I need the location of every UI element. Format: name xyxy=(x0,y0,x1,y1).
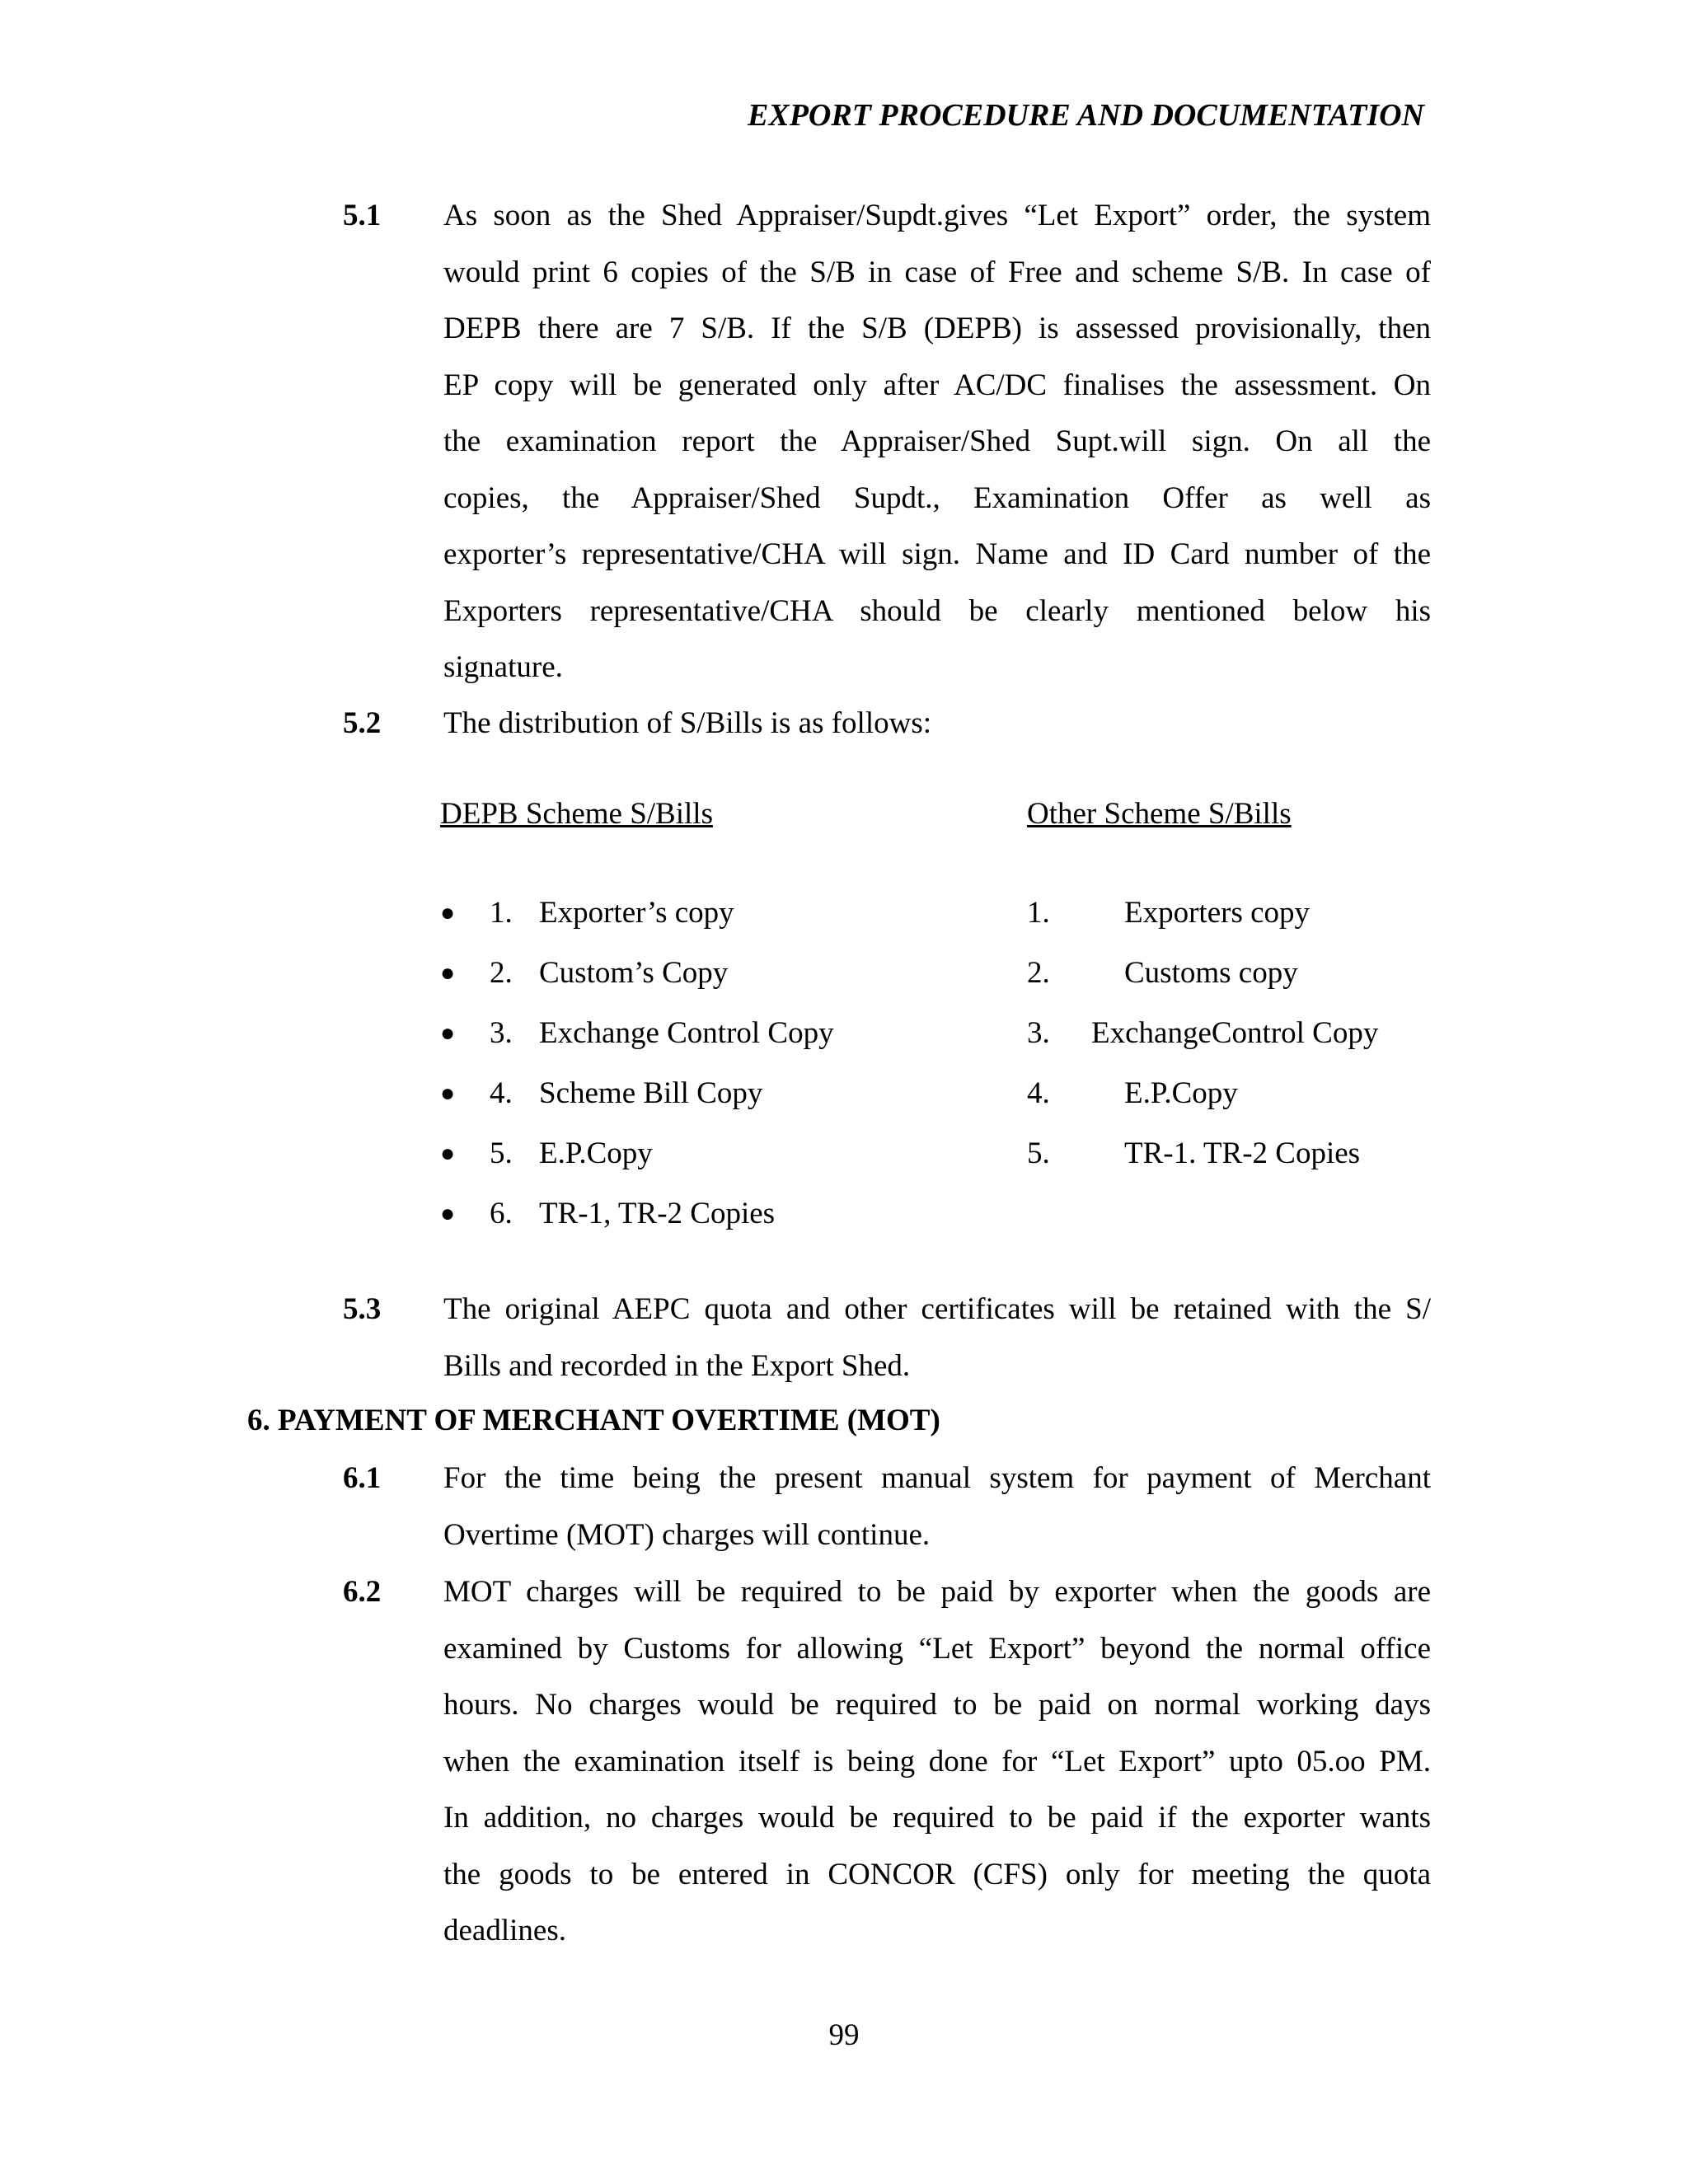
list-item-label: ExchangeControl Copy xyxy=(1091,1016,1379,1050)
list-item xyxy=(1027,1074,1456,1134)
depb-scheme-list xyxy=(440,893,902,1254)
bullet-icon: ● xyxy=(440,1080,456,1107)
other-scheme-heading: Other Scheme S/Bills xyxy=(1027,797,1292,831)
list-item-label: E.P.Copy xyxy=(1124,1076,1238,1110)
para-6-2-number: 6.2 xyxy=(343,1575,382,1609)
para-6-2-line: In addition, no charges would be required to be paid if the exporter wants xyxy=(443,1801,1431,1835)
bullet-icon: ● xyxy=(440,1200,456,1227)
para-5-1-line: copies, the Appraiser/Shed Supdt., Examination Offer as well as xyxy=(443,480,1431,515)
list-item-number: 2. xyxy=(1027,956,1050,990)
list-item xyxy=(440,1194,902,1254)
para-6-2-line: when the examination itself is being done for “Let Export” upto 05.oo PM. xyxy=(443,1744,1431,1779)
para-6-2-line: MOT charges will be required to be paid by exporter when the goods are xyxy=(443,1575,1431,1609)
list-item xyxy=(440,1014,902,1074)
para-5-3-text xyxy=(443,1282,1431,1394)
list-item-label: Exchange Control Copy xyxy=(539,1016,834,1050)
list-item xyxy=(1027,954,1456,1014)
list-item xyxy=(440,1134,902,1194)
bullet-icon: ● xyxy=(440,959,456,987)
depb-scheme-heading: DEPB Scheme S/Bills xyxy=(440,797,713,831)
para-6-2-text xyxy=(443,1564,1431,1960)
running-header: EXPORT PROCEDURE AND DOCUMENTATION xyxy=(748,98,1424,133)
para-6-2-line: the goods to be entered in CONCOR (CFS) only for meeting the quota xyxy=(443,1857,1431,1891)
list-item xyxy=(440,893,902,954)
list-item-label: Exporter’s copy xyxy=(539,896,734,930)
page-number: 99 xyxy=(828,2018,860,2052)
list-item xyxy=(1027,893,1456,954)
list-item-label: TR-1, TR-2 Copies xyxy=(539,1197,776,1230)
para-5-1-number: 5.1 xyxy=(343,199,382,232)
list-item-label: Scheme Bill Copy xyxy=(539,1076,763,1110)
list-item-number: 3. xyxy=(490,1016,513,1050)
para-6-1-line: Overtime (MOT) charges will continue. xyxy=(443,1517,931,1552)
other-scheme-list xyxy=(1027,893,1456,1194)
list-item-number: 5. xyxy=(1027,1137,1050,1170)
para-5-1-line: signature. xyxy=(443,650,563,684)
para-5-3-line: Bills and recorded in the Export Shed. xyxy=(443,1348,911,1383)
list-item-label: Custom’s Copy xyxy=(539,956,729,990)
para-6-1-line: For the time being the present manual system for payment of Merchant xyxy=(443,1461,1431,1495)
list-item-number: 3. xyxy=(1027,1016,1050,1050)
list-item-number: 1. xyxy=(1027,896,1050,930)
para-5-1-text xyxy=(443,188,1431,696)
list-item-label: Exporters copy xyxy=(1124,896,1311,930)
para-6-2-line: deadlines. xyxy=(443,1914,566,1947)
para-5-1-line: DEPB there are 7 S/B. If the S/B (DEPB) is assessed provisionally, then xyxy=(443,312,1431,345)
para-5-2-text xyxy=(443,696,1431,752)
list-item-label: E.P.Copy xyxy=(539,1137,653,1170)
list-item xyxy=(440,1074,902,1134)
para-6-2-line: examined by Customs for allowing “Let Export” beyond the normal office xyxy=(443,1631,1431,1666)
list-item-number: 1. xyxy=(490,896,513,930)
para-5-1-line: EP copy will be generated only after AC/DC finalises the assessment. On xyxy=(443,368,1431,402)
bullet-icon: ● xyxy=(440,899,456,926)
para-5-2-number: 5.2 xyxy=(343,706,382,740)
list-item-label: TR-1. TR-2 Copies xyxy=(1124,1137,1361,1170)
list-item xyxy=(1027,1134,1456,1194)
para-5-1-line: Exporters representative/CHA should be clearly mentioned below his xyxy=(443,593,1431,628)
para-6-2-line: hours. No charges would be required to be paid on normal working days xyxy=(443,1688,1431,1722)
para-5-1-line: the examination report the Appraiser/Shed Supt.will sign. On all the xyxy=(443,424,1431,458)
para-5-3-line: The original AEPC quota and other certificates will be retained with the S/ xyxy=(443,1292,1431,1326)
para-5-1-line: would print 6 copies of the S/B in case of Free and scheme S/B. In case of xyxy=(443,255,1431,289)
para-5-3-number: 5.3 xyxy=(343,1292,382,1326)
list-item xyxy=(440,954,902,1014)
list-item-number: 6. xyxy=(490,1197,513,1230)
list-item-number: 2. xyxy=(490,956,513,990)
bullet-icon: ● xyxy=(440,1140,456,1167)
para-6-1-text xyxy=(443,1451,1431,1563)
para-5-1-line: As soon as the Shed Appraiser/Supdt.gives “Let Export” order, the system xyxy=(443,199,1431,232)
section-6-heading: 6. PAYMENT OF MERCHANT OVERTIME (MOT) xyxy=(247,1404,940,1437)
list-item-number: 4. xyxy=(490,1076,513,1110)
para-5-1-line: exporter’s representative/CHA will sign. Name and ID Card number of the xyxy=(443,537,1431,571)
list-item-number: 4. xyxy=(1027,1076,1050,1110)
bullet-icon: ● xyxy=(440,1019,456,1047)
list-item xyxy=(1027,1014,1456,1074)
list-item-number: 5. xyxy=(490,1137,513,1170)
para-5-2-line: The distribution of S/Bills is as follows: xyxy=(443,706,932,740)
para-6-1-number: 6.1 xyxy=(343,1461,382,1495)
list-item-label: Customs copy xyxy=(1124,956,1298,990)
